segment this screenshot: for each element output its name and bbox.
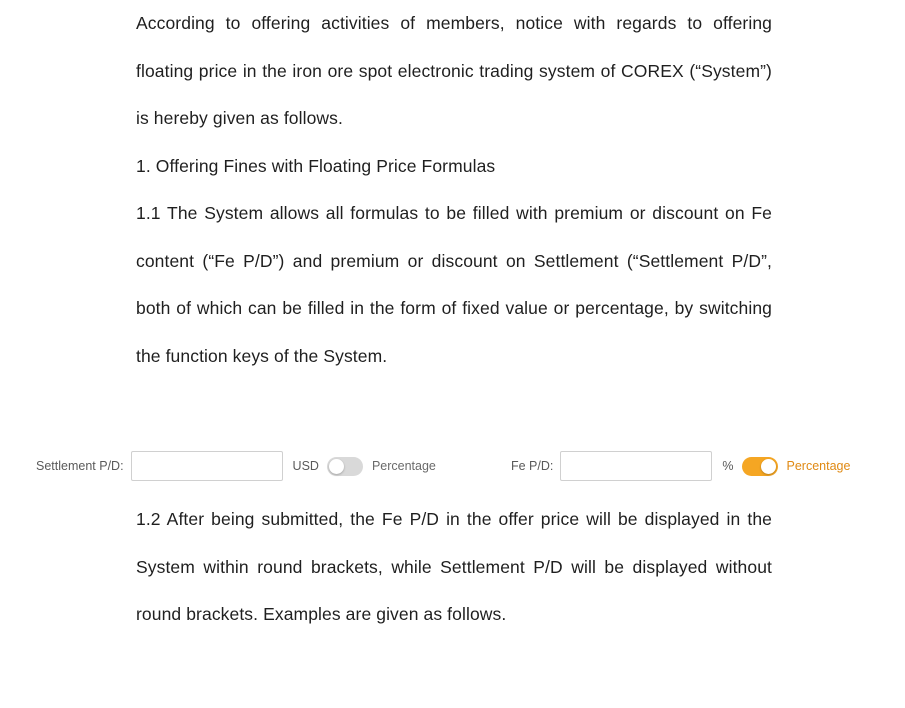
fe-pd-label: Fe P/D:	[511, 459, 554, 473]
formula-controls	[0, 440, 905, 492]
fe-pd-percentage-toggle[interactable]	[742, 457, 778, 476]
settlement-pd-label: Settlement P/D:	[36, 459, 124, 473]
fe-pd-input[interactable]	[560, 451, 712, 481]
fe-pd-unit: %	[722, 459, 734, 473]
document-body	[136, 0, 772, 380]
paragraph-section-1-heading: 1. Offering Fines with Floating Price Formulas	[136, 155, 496, 176]
document-body-lower	[136, 496, 772, 639]
fe-pd-toggle-label: Percentage	[786, 459, 851, 473]
settlement-pd-unit: USD	[292, 459, 319, 473]
settlement-pd-toggle-label: Percentage	[371, 459, 436, 473]
toggle-knob-icon	[761, 459, 776, 474]
settlement-pd-percentage-toggle[interactable]	[327, 457, 363, 476]
settlement-pd-input[interactable]	[131, 451, 283, 481]
paragraph-1-1: 1.1 The System allows all formulas to be filled with premium or discount on Fe content (“Fe P/D”) and premium or discount on Settlement (“Settlement P/D”, both of which can be filled in the form of fixed value or percentage, by switching the function keys of the System.	[136, 203, 772, 366]
fe-pd-group	[511, 440, 850, 492]
paragraph-intro: According to offering activities of members, notice with regards to offering floating price in the iron ore spot electronic trading system of COREX (“System”) is hereby given as follows.	[136, 13, 772, 128]
toggle-knob-icon	[329, 459, 344, 474]
settlement-pd-group	[36, 440, 436, 492]
paragraph-1-2: 1.2 After being submitted, the Fe P/D in the offer price will be displayed in the System within round brackets, while Settlement P/D will be displayed without round brackets. Examples are given as follows.	[136, 509, 772, 624]
